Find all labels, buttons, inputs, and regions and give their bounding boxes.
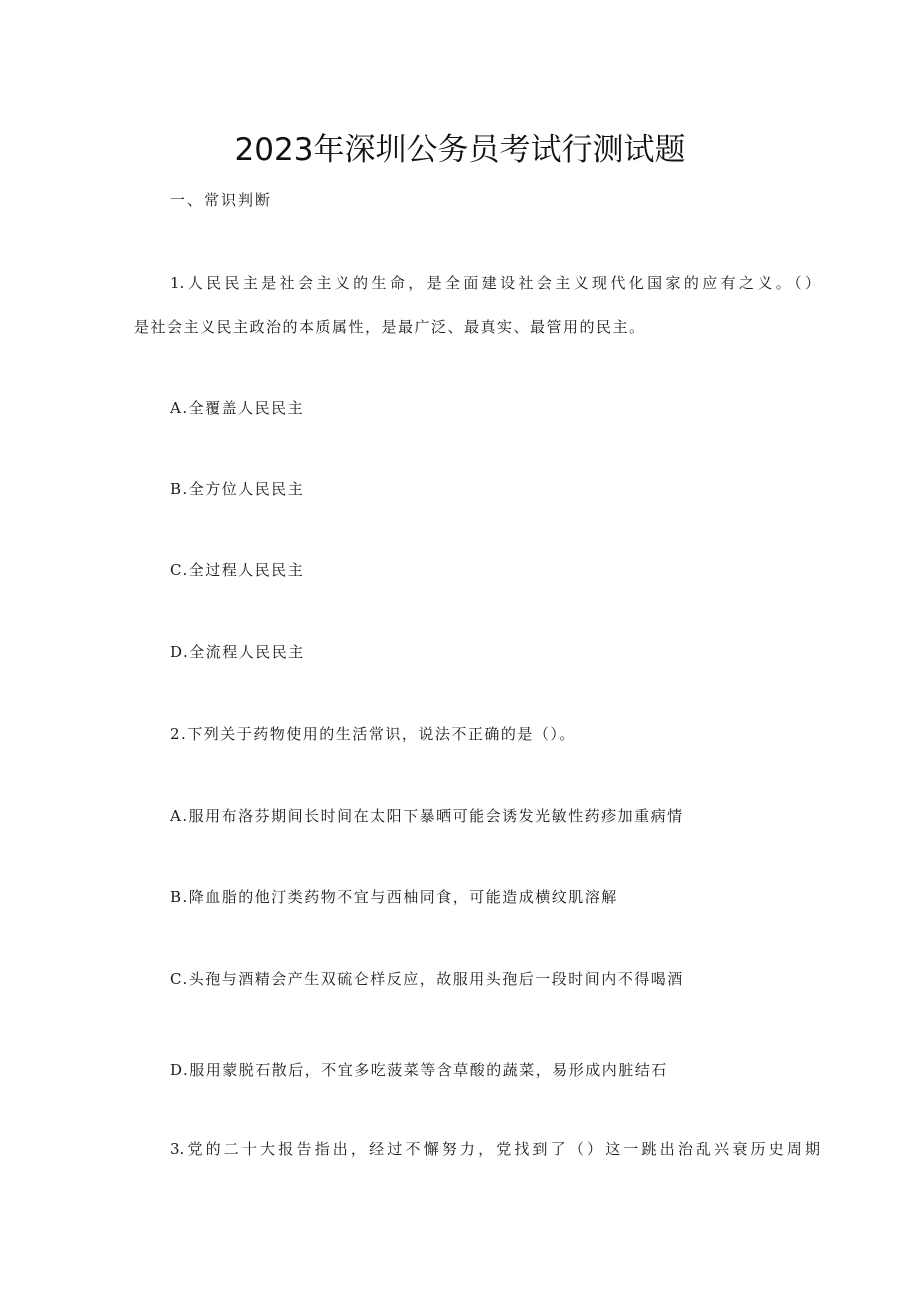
question-2-option-d: D.服用蒙脱石散后，不宜多吃菠菜等含草酸的蔬菜，易形成内脏结石 bbox=[170, 1061, 668, 1079]
question-1-option-b: B.全方位人民民主 bbox=[170, 480, 305, 498]
question-2-option-b: B.降血脂的他汀类药物不宜与西柚同食，可能造成横纹肌溶解 bbox=[170, 888, 618, 906]
question-3-stem-line-1: 3.党的二十大报告指出，经过不懈努力，党找到了（）这一跳出治乱兴衰历史周期 bbox=[170, 1140, 820, 1158]
question-1-option-d: D.全流程人民民主 bbox=[170, 643, 305, 661]
question-1-option-a: A.全覆盖人民民主 bbox=[170, 399, 305, 417]
document-title: 2023年深圳公务员考试行测试题 bbox=[234, 132, 686, 168]
question-2-stem-line-1: 2.下列关于药物使用的生活常识，说法不正确的是（）。 bbox=[170, 725, 576, 743]
question-1-stem-line-2: 是社会主义民主政治的本质属性，是最广泛、最真实、最管用的民主。 bbox=[134, 318, 646, 336]
question-1-stem-line-1: 1.人民民主是社会主义的生命，是全面建设社会主义现代化国家的应有之义。（） bbox=[170, 274, 820, 292]
question-1-option-c: C.全过程人民民主 bbox=[170, 561, 305, 579]
question-2-option-c: C.头孢与酒精会产生双硫仑样反应，故服用头孢后一段时间内不得喝酒 bbox=[170, 970, 684, 988]
question-2-option-a: A.服用布洛芬期间长时间在太阳下暴晒可能会诱发光敏性药疹加重病情 bbox=[170, 807, 684, 825]
section-heading: 一、常识判断 bbox=[170, 191, 273, 209]
